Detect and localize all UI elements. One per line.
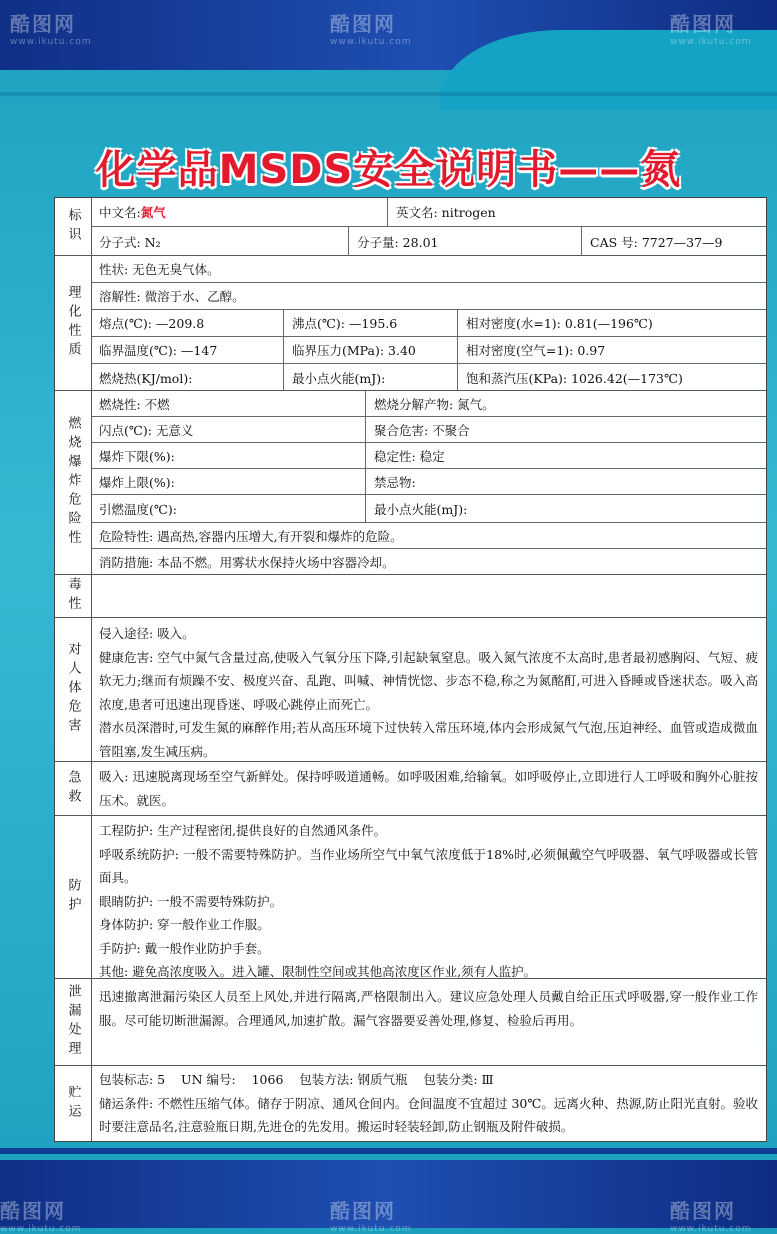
solubility-cell: 溶解性: 微溶于水、乙醇。 — [99, 289, 245, 304]
page-title: 化学品MSDS安全说明书——氮 — [95, 147, 682, 193]
section-health — [55, 618, 766, 762]
watermark: 酷图网 www.ikutu.com — [330, 12, 412, 47]
cn-name-value: 氮气 — [140, 205, 166, 220]
cas-cell: CAS 号: 7727—37—9 — [590, 234, 723, 250]
route-text: 侵入途径: 吸入。 — [99, 626, 195, 641]
section-label: 对人体危害 — [55, 618, 92, 761]
hazard-cell: 危险特性: 遇高热,容器内压增大,有开裂和爆炸的危险。 — [99, 528, 403, 544]
table-row — [91, 364, 766, 391]
table-row — [91, 495, 766, 523]
critical-temp-cell: 临界温度(℃): —147 — [91, 337, 284, 363]
footer-line — [0, 1148, 777, 1154]
formula-cell: 分子式: N₂ — [91, 227, 349, 256]
density-water-cell: 相对密度(水=1): 0.81(—196℃) — [466, 316, 653, 331]
section-label: 防护 — [55, 816, 92, 978]
incompatible-cell: 禁忌物: — [374, 474, 416, 490]
boiling-cell: 沸点(℃): —195.6 — [284, 310, 458, 336]
hand-text: 手防护: 戴一般作业防护手套。 — [99, 940, 270, 956]
header-wave — [440, 30, 777, 110]
section-physical — [55, 256, 766, 391]
first-aid-text: 吸入: 迅速脱离现场至空气新鲜处。保持呼吸道通畅。如呼吸困难,给输氧。如呼吸停止,立即进行人工呼吸和胸外心脏按压术。就医。 — [99, 769, 758, 808]
table-row — [91, 310, 766, 337]
cn-name-label: 中文名: — [99, 205, 141, 220]
lower-limit-cell: 爆炸下限(%): — [91, 443, 366, 468]
section-fire — [55, 391, 766, 575]
other-text: 其他: 避免高浓度吸入。进入罐、限制性空间或其他高浓度区作业,须有人监护。 — [99, 964, 537, 979]
section-label: 毒性 — [55, 575, 92, 617]
flammability-cell: 燃烧性: 不燃 — [91, 391, 366, 416]
protection-text — [99, 819, 758, 984]
cn-name-cell — [91, 198, 388, 226]
section-label: 急救 — [55, 762, 92, 815]
section-label: 理化性质 — [55, 256, 92, 390]
table-row — [91, 227, 766, 256]
body-text: 身体防护: 穿一般作业工作服。 — [99, 917, 270, 932]
health-text — [99, 622, 758, 763]
watermark: 酷图网 www.ikutu.com — [10, 12, 92, 47]
leak-text: 迅速撤离泄漏污染区人员至上风处,并进行隔离,严格限制出入。建议应急处理人员戴自给正压式呼吸器,穿一般作业工作服。尽可能切断泄漏源。合理通风,加速扩散。漏气容器要妥善处理,修复、检验后再用。 — [99, 989, 758, 1028]
packaging-text: 包装标志: 5 UN 编号: 1066 包装方法: 钢质气瓶 包装分类: Ⅲ — [99, 1072, 494, 1087]
min-ignition-cell: 最小点火能(mJ): — [284, 364, 458, 391]
section-identification — [55, 198, 766, 256]
section-label: 燃烧爆炸危险性 — [55, 391, 92, 574]
appearance-cell: 性状: 无色无臭气体。 — [99, 262, 220, 277]
table-row — [91, 337, 766, 364]
table-row — [91, 283, 766, 310]
density-air-cell: 相对密度(空气=1): 0.97 — [466, 343, 606, 358]
table-row — [91, 256, 766, 283]
section-label: 贮运 — [55, 1066, 92, 1141]
section-protection — [55, 816, 766, 979]
table-row — [91, 549, 766, 575]
section-label: 泄漏处理 — [55, 979, 92, 1065]
section-first-aid — [55, 762, 766, 816]
melting-cell: 熔点(℃): —209.8 — [91, 310, 284, 336]
ignition-temp-cell: 引燃温度(℃): — [91, 495, 366, 522]
upper-limit-cell: 爆炸上限(%): — [91, 469, 366, 494]
stability-cell: 稳定性: 稳定 — [374, 448, 445, 464]
table-row — [91, 198, 766, 227]
en-name-cell: 英文名: nitrogen — [396, 205, 496, 220]
header-line — [0, 92, 777, 96]
storage-text — [99, 1068, 758, 1139]
diver-text: 潜水员深潜时,可发生氮的麻醉作用;若从高压环境下过快转入常压环境,体内会形成氮气气泡,压迫神经、血管或造成微血管阻塞,发生减压病。 — [99, 720, 758, 759]
conditions-text: 储运条件: 不燃性压缩气体。储存于阴凉、通风仓间内。仓间温度不宜超过 30℃。远离火种、热源,防止阳光直射。验收时要注意品名,注意验瓶日期,先进仓的先发用。搬运时轻装轻卸,防止钢瓶及附件破损。 — [99, 1095, 758, 1134]
polymerization-cell: 聚合危害: 不聚合 — [374, 422, 470, 438]
footer-band — [0, 1160, 777, 1228]
table-row — [91, 523, 766, 549]
table-row — [91, 469, 766, 495]
hazard-text: 健康危害: 空气中氮气含量过高,使吸入气氧分压下降,引起缺氧窒息。吸入氮气浓度不太高时,患者最初感胸闷、气短、疲软无力;继而有烦躁不安、极度兴奋、乱跑、叫喊、神情恍惚、步态不稳,称之为氮酩酊,可进入昏睡或昏迷状态。吸入高浓度,患者可迅速出现昏迷、呼吸心跳停止而死亡。 — [99, 649, 758, 712]
vapor-pressure-cell: 饱和蒸汽压(KPa): 1026.42(—173℃) — [466, 370, 683, 386]
flash-point-cell: 闪点(℃): 无意义 — [91, 417, 366, 442]
critical-pressure-cell: 临界压力(MPa): 3.40 — [284, 337, 458, 363]
respiratory-text: 呼吸系统防护: 一般不需要特殊防护。当作业场所空气中氧气浓度低于18%时,必须佩戴空气呼吸器、氧气呼吸器或长管面具。 — [99, 846, 758, 885]
msds-table — [54, 197, 767, 1142]
table-row — [91, 391, 766, 417]
watermark: 酷图网 www.ikutu.com — [670, 1199, 752, 1234]
combustion-heat-cell: 燃烧热(KJ/mol): — [91, 364, 284, 391]
watermark: 酷图网 www.ikutu.com — [670, 12, 752, 47]
section-label: 标识 — [55, 198, 92, 255]
min-ignition-cell: 最小点火能(mJ): — [374, 501, 468, 517]
eye-text: 眼睛防护: 一般不需要特殊防护。 — [99, 893, 283, 909]
watermark: 酷图网 www.ikutu.com — [330, 1199, 412, 1234]
weight-cell: 分子量: 28.01 — [349, 227, 582, 256]
section-toxicity — [55, 575, 766, 618]
decomposition-cell: 燃烧分解产物: 氮气。 — [374, 396, 495, 412]
section-storage — [55, 1066, 766, 1141]
section-leak — [55, 979, 766, 1066]
table-row — [91, 417, 766, 443]
engineering-text: 工程防护: 生产过程密闭,提供良好的自然通风条件。 — [99, 823, 387, 838]
watermark: 酷图网 www.ikutu.com — [0, 1199, 82, 1234]
firefighting-cell: 消防措施: 本品不燃。用雾状水保持火场中容器冷却。 — [99, 555, 395, 570]
table-row — [91, 443, 766, 469]
